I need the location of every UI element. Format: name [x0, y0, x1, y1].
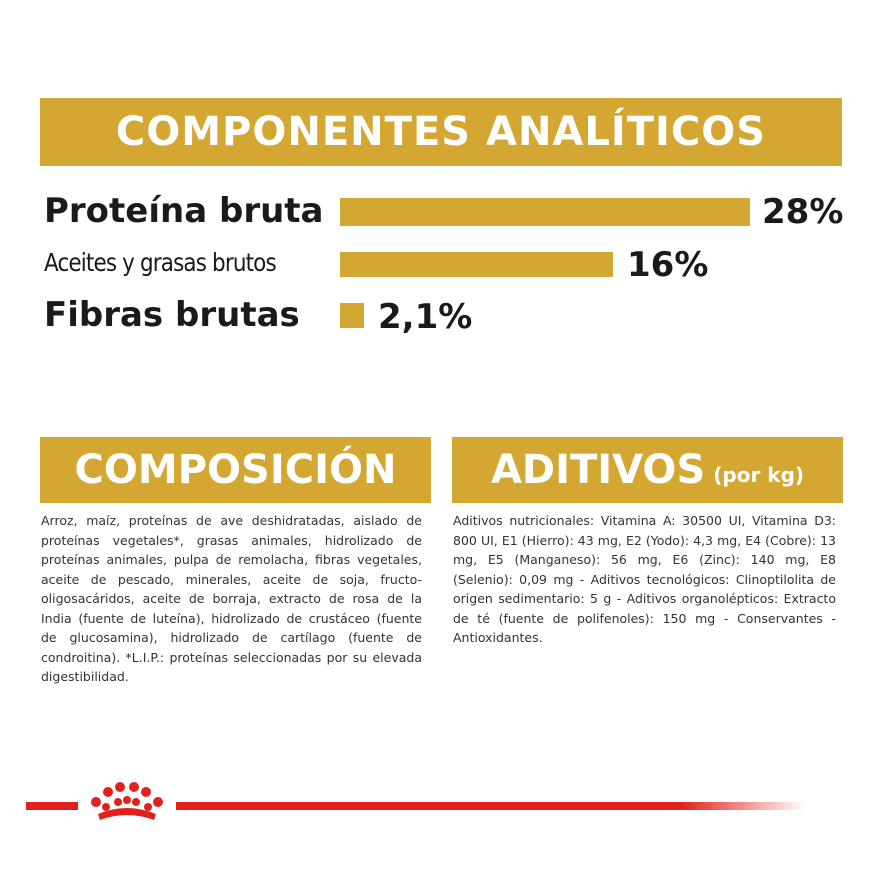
analytic-value-protein: 28% [762, 192, 844, 232]
analytic-value-fat: 16% [627, 245, 709, 285]
analytic-row-fat [44, 248, 314, 277]
composition-title: COMPOSICIÓN [74, 447, 397, 493]
analytic-components-title: COMPONENTES ANALÍTICOS [115, 109, 767, 155]
analytic-value-fiber: 2,1% [378, 297, 473, 337]
additives-text: Aditivos nutricionales: Vitamina A: 30500 UI, Vitamina D3: 800 UI, E1 (Hierro): 43 mg, E2 (Yodo): 4,3 mg, E4 (Cobre): 13 mg, E5 (Manganeso): 56 mg, E6 (Zinc): 140 mg, E8 (Selenio): 0,09 mg - Aditivos tecnológicos: Clinoptilolita de origen sedimentario: 5 g - Aditivos organolépticos: Extracto de té (fuente de polifenoles): 150 mg - Conservantes - Antioxidantes. [453, 513, 836, 645]
analytic-label-fiber: Fibras brutas [44, 295, 300, 335]
analytic-bar-protein [340, 198, 750, 226]
additives-subtitle: (por kg) [713, 463, 805, 487]
brand-line-left [26, 802, 78, 810]
additives-title: ADITIVOS [490, 447, 706, 493]
analytic-row-fiber [44, 295, 300, 335]
composition-text: Arroz, maíz, proteínas de ave deshidratadas, aislado de proteínas vegetales*, grasas animales, hidrolizado de proteínas animales, pulpa de remolacha, fibras vegetales, aceite de pescado, minerales, aceite de soja, fructo-oligosacáridos, aceite de borraja, extracto de rosa de la India (fuente de luteína), hidrolizado de crustáceo (fuente de glucosamina), hidrolizado de cartílago (fuente de condroitina). *L.I.P.: proteínas seleccionadas por su elevada digestibilidad. [41, 513, 422, 684]
analytic-bar-fat [340, 252, 613, 277]
additives-banner [452, 437, 843, 503]
brand-line-right [176, 802, 806, 810]
analytic-bar-fiber [340, 303, 364, 328]
crown-icon [84, 780, 170, 830]
analytic-row-protein [44, 191, 324, 231]
analytic-label-protein: Proteína bruta [44, 191, 324, 231]
analytic-label-fat: Aceites y grasas brutos [44, 248, 276, 277]
composition-banner [40, 437, 431, 503]
analytic-components-banner [40, 98, 842, 166]
